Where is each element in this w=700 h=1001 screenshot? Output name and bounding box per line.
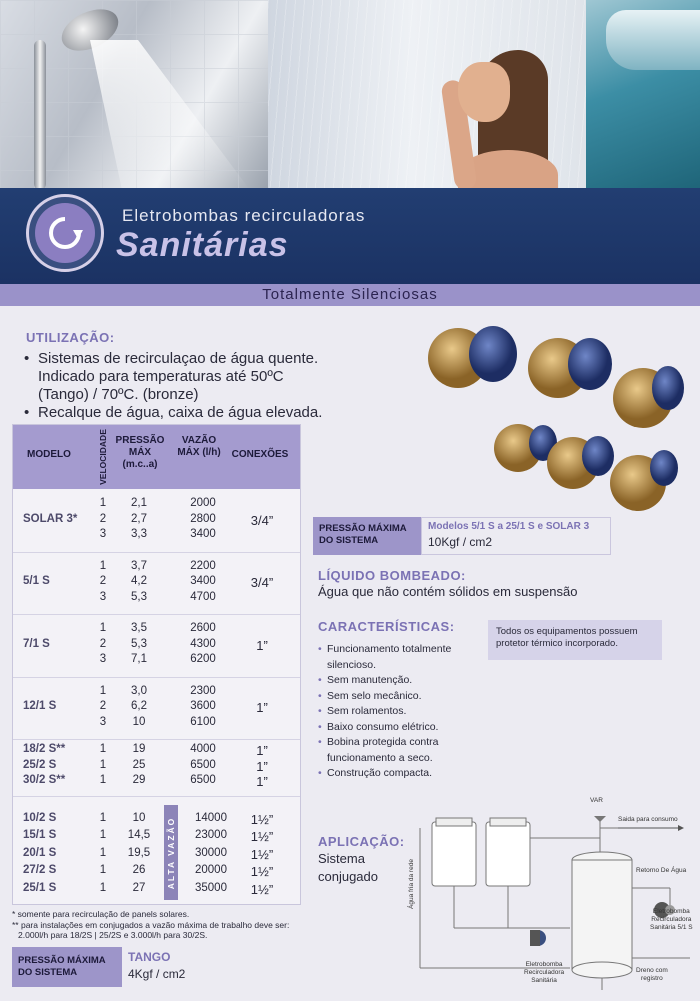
cell-modelo: 5/1 S — [23, 575, 50, 587]
diagram-var: VAR — [590, 797, 603, 804]
cell-velocidade: 1 — [99, 829, 107, 841]
feature-item: • Construção compacta. — [318, 766, 488, 782]
cell-velocidade: 1 — [99, 743, 107, 755]
cell-velocidade: 1 — [99, 774, 107, 786]
diagram-retorno: Retorno De Água — [636, 867, 687, 874]
recirculate-arrow-icon — [45, 213, 85, 253]
pressure-models-box — [313, 517, 611, 555]
cell-modelo: 20/1 S — [23, 846, 57, 859]
utilizacao-heading: UTILIZAÇÃO: — [26, 330, 115, 345]
feature-item: • Sem selo mecânico. — [318, 689, 488, 705]
cell-modelo: 27/2 S — [23, 864, 57, 876]
cell-conexao: 1” — [256, 700, 268, 715]
cell-velocidade: 1 — [99, 622, 107, 634]
cell-pressao: 14,5 — [127, 829, 151, 841]
cell-velocidade: 3 — [99, 715, 107, 728]
aplicacao-heading: APLICAÇÃO: — [318, 834, 405, 849]
cell-pressao: 2,7 — [131, 512, 147, 525]
cell-vazao: 4000 — [190, 743, 216, 755]
cell-vazao: 3400 — [190, 528, 216, 540]
cell-vazao: 3400 — [190, 575, 216, 587]
specs-table — [12, 424, 301, 905]
cell-pressao: 10 — [132, 715, 146, 728]
caracteristicas-list — [318, 642, 488, 782]
cell-pressao: 5,3 — [131, 590, 147, 603]
feature-item: • Funcionamento totalmente silencioso. — [318, 642, 488, 673]
cell-conexao: 1½” — [250, 829, 274, 844]
cell-conexao: 1” — [256, 758, 268, 774]
tagline-band — [0, 284, 700, 306]
col-modelo: MODELO — [27, 449, 71, 460]
cell-vazao: 2800 — [190, 512, 216, 525]
cell-velocidade: 2 — [99, 637, 107, 650]
cell-conexao: 1½” — [250, 864, 274, 879]
header-photos — [0, 0, 700, 188]
table-divider — [13, 677, 300, 678]
cell-pressao: 29 — [132, 774, 146, 786]
cell-pressao: 26 — [132, 864, 146, 876]
tango-model: TANGO — [128, 950, 171, 964]
models-range: Modelos 5/1 S a 25/1 S e SOLAR 3 — [428, 521, 590, 532]
title-band — [0, 188, 700, 284]
table-divider — [13, 796, 300, 797]
pressure-label: DO SISTEMA — [319, 535, 379, 546]
cell-vazao: 2300 — [190, 684, 216, 697]
cell-pressao: 27 — [132, 881, 146, 894]
liquido-heading: LÍQUIDO BOMBEADO: — [318, 568, 466, 583]
utilizacao-item: • Sistemas de recirculaçao de água quente. Indicado para temperaturas até 50ºC (Tango) / 70ºC. (bronze) — [24, 350, 324, 404]
col-velocidade: VELOCIDADE — [98, 429, 108, 485]
alta-vazao-label: ALTA VAZÃO — [164, 805, 178, 900]
cell-conexao: 1” — [256, 774, 268, 789]
cell-modelo: SOLAR 3* — [23, 512, 78, 525]
pressure-label: PRESSÃO MÁXIMA — [319, 523, 407, 534]
cell-velocidade: 2 — [99, 575, 107, 587]
diagram-eletro-san: Eletrobomba Recirculadora Sanitária 5/1 S — [650, 908, 693, 931]
cell-pressao: 3,3 — [131, 528, 147, 540]
cell-conexao: 1½” — [250, 881, 274, 897]
woman-shower-photo — [268, 0, 586, 188]
diagram-agua-fria: Água fria da rede — [408, 859, 415, 909]
table-divider — [13, 614, 300, 615]
footnote-3: 2.000l/h para 18/2S | 25/2S e 3.000l/h para 30/2S. — [18, 930, 208, 940]
cell-vazao: 6100 — [190, 715, 216, 728]
cell-velocidade: 3 — [99, 528, 107, 540]
utilizacao-item: • Recalque de água, caixa de água elevada. — [24, 404, 324, 422]
cell-vazao: 4700 — [190, 590, 216, 603]
col-pressao: PRESSÃO MÁX (m.c..a) — [115, 435, 165, 470]
cell-velocidade: 1 — [99, 811, 107, 824]
cell-pressao: 5,3 — [131, 637, 147, 650]
aplicacao-line2: conjugado — [318, 869, 378, 884]
page-subtitle: Eletrobombas recirculadoras — [122, 206, 366, 225]
cell-pressao: 19 — [132, 743, 146, 755]
cell-modelo: 18/2 S** — [23, 743, 66, 755]
cell-vazao: 6500 — [190, 774, 216, 786]
cell-pressao: 2,1 — [131, 497, 147, 509]
cell-pressao: 19,5 — [127, 846, 151, 859]
cell-velocidade: 1 — [99, 864, 107, 876]
cell-vazao: 4300 — [190, 637, 216, 650]
cell-vazao: 14000 — [195, 811, 227, 824]
caracteristicas-heading: CARACTERÍSTICAS: — [318, 619, 455, 634]
feature-item: • Sem manutenção. — [318, 673, 488, 689]
cell-velocidade: 3 — [99, 653, 107, 665]
cell-vazao: 35000 — [195, 881, 227, 894]
col-conexoes: CONEXÕES — [231, 449, 289, 460]
pumps-illustration — [418, 318, 688, 528]
cell-velocidade: 1 — [99, 881, 107, 894]
tagline: Totalmente Silenciosas — [262, 286, 438, 303]
cell-conexao: 3/4” — [250, 575, 274, 590]
cell-velocidade: 1 — [99, 559, 107, 572]
cell-vazao: 6200 — [190, 653, 216, 665]
shower-head-photo — [0, 0, 268, 188]
cell-vazao: 3600 — [190, 700, 216, 712]
cell-modelo: 30/2 S** — [23, 774, 66, 786]
cell-pressao: 6,2 — [131, 700, 147, 712]
footnote-1: * somente para recirculação de panels solares. — [12, 909, 190, 919]
cell-pressao: 3,7 — [131, 559, 147, 572]
protection-note: Todos os equipamentos possuem protetor térmico incorporado. — [488, 620, 662, 660]
utilizacao-list — [24, 350, 324, 422]
cell-modelo: 25/2 S — [23, 758, 57, 771]
cell-conexao: 1” — [256, 743, 268, 758]
pressure-tango-box — [12, 947, 301, 987]
feature-item: • Bobina protegida contra funcionamento a seco. — [318, 735, 488, 766]
models-value: 10Kgf / cm2 — [428, 535, 493, 549]
cell-vazao: 6500 — [190, 758, 216, 771]
feature-item: • Baixo consumo elétrico. — [318, 720, 488, 736]
cell-pressao: 10 — [132, 811, 146, 824]
cell-conexao: 3/4” — [250, 512, 274, 528]
cell-velocidade: 2 — [99, 700, 107, 712]
table-divider — [13, 552, 300, 553]
cell-velocidade: 2 — [99, 512, 107, 525]
cell-pressao: 4,2 — [131, 575, 147, 587]
aplicacao-line1: Sistema — [318, 851, 365, 866]
col-vazao: VAZÃO MÁX (l/h) — [177, 435, 221, 458]
feature-item: • Sem rolamentos. — [318, 704, 488, 720]
cell-velocidade: 3 — [99, 590, 107, 603]
cell-pressao: 3,5 — [131, 622, 147, 634]
diagram-saida: Saida para consumo — [618, 816, 678, 823]
cell-modelo: 7/1 S — [23, 637, 50, 650]
cell-modelo: 10/2 S — [23, 811, 57, 824]
cell-vazao: 20000 — [195, 864, 227, 876]
table-divider — [13, 739, 300, 740]
recirculation-logo — [26, 194, 104, 272]
cell-velocidade: 1 — [99, 684, 107, 697]
faucet-photo — [586, 0, 700, 188]
cell-modelo: 15/1 S — [23, 829, 57, 841]
cell-pressao: 25 — [132, 758, 146, 771]
liquido-text: Água que não contém sólidos em suspensão — [318, 584, 578, 599]
table-header — [13, 425, 300, 489]
cell-velocidade: 1 — [99, 497, 107, 509]
cell-modelo: 12/1 S — [23, 700, 57, 712]
cell-modelo: 25/1 S — [23, 881, 57, 894]
diagram-dreno: Dreno com registro — [636, 967, 668, 982]
cell-conexao: 1” — [256, 637, 268, 653]
pressure-label: DO SISTEMA — [18, 967, 78, 978]
cell-vazao: 30000 — [195, 846, 227, 859]
cell-pressao: 3,0 — [131, 684, 147, 697]
tango-value: 4Kgf / cm2 — [128, 967, 186, 981]
pressure-label: PRESSÃO MÁXIMA — [18, 955, 106, 966]
footnote-2: ** para instalações em conjugados a vazão máxima de trabalho deve ser: — [12, 920, 290, 930]
cell-vazao: 23000 — [195, 829, 227, 841]
cell-pressao: 7,1 — [131, 653, 147, 665]
diagram-eletro-rec: Eletrobomba Recirculadora Sanitária — [524, 961, 565, 984]
cell-velocidade: 1 — [99, 758, 107, 771]
cell-vazao: 2200 — [190, 559, 216, 572]
cell-conexao: 1½” — [250, 811, 274, 827]
cell-vazao: 2000 — [190, 497, 216, 509]
cell-conexao: 1½” — [250, 846, 274, 862]
page-title: Sanitárias — [116, 226, 289, 264]
cell-vazao: 2600 — [190, 622, 216, 634]
cell-velocidade: 1 — [99, 846, 107, 859]
